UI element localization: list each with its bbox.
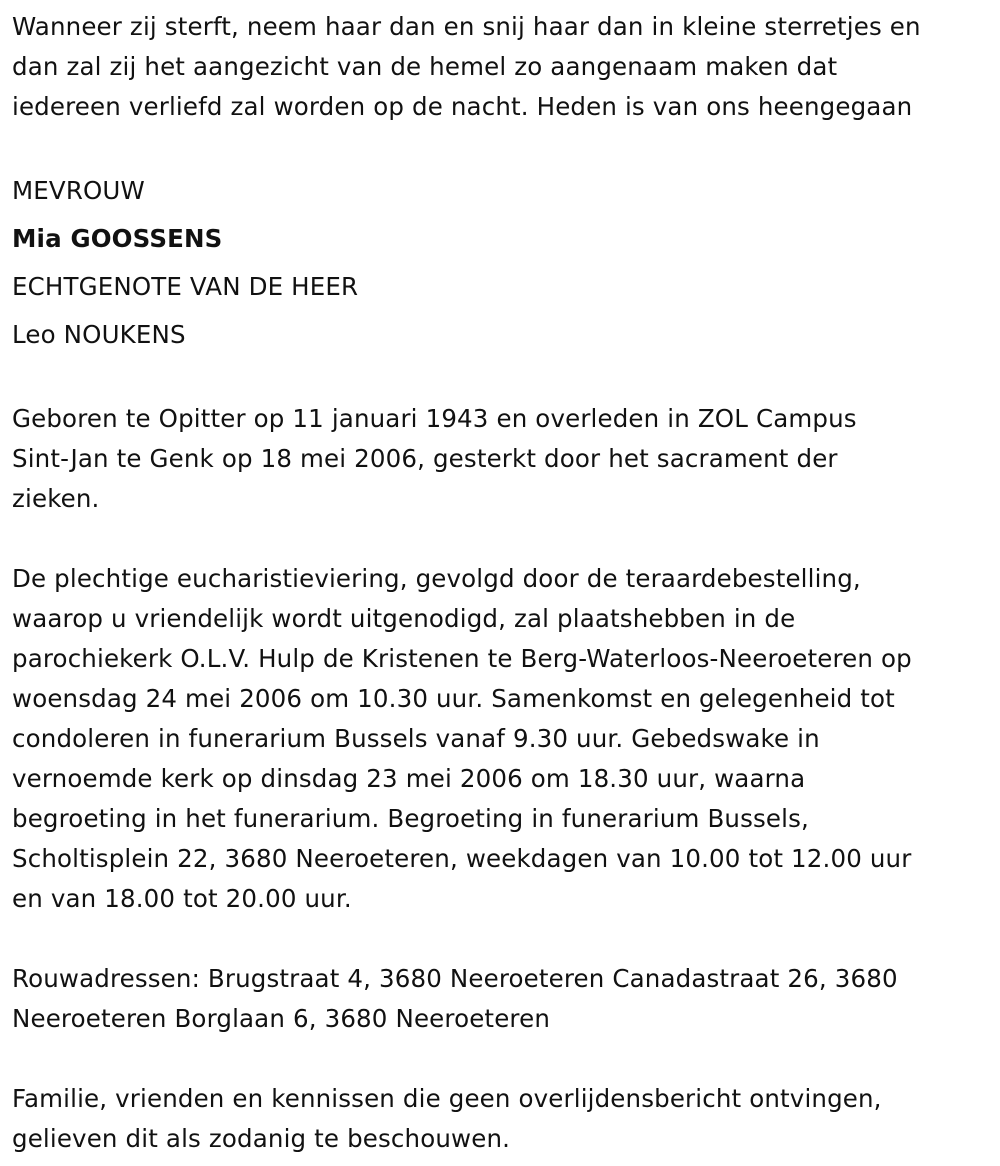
ceremony-line: begroeting in het funerarium. Begroeting in funerarium Bussels, [12,804,809,833]
address-line: Neeroeteren Borglaan 6, 3680 Neeroeteren [12,1004,551,1033]
birth-death-line: zieken. [12,484,100,513]
closing-paragraph [12,1079,997,1159]
paragraph-spacer [12,919,997,959]
intro-line: iedereen verliefd zal worden op de nacht. Heden is van ons heengegaan [12,92,913,121]
closing-line: Familie, vrienden en kennissen die geen overlijdensbericht ontvingen, [12,1084,882,1113]
intro-line: Wanneer zij sterft, neem haar dan en snij haar dan in kleine sterretjes en [12,12,921,41]
addresses-paragraph [12,959,997,1039]
ceremony-line: De plechtige eucharistieviering, gevolgd door de teraardebestelling, [12,564,861,593]
intro-line: dan zal zij het aangezicht van de hemel zo aangenaam maken dat [12,52,838,81]
deceased-block [12,167,997,359]
address-line: Rouwadressen: Brugstraat 4, 3680 Neeroeteren Canadastraat 26, 3680 [12,964,898,993]
paragraph-spacer [12,127,997,167]
spouse-name: Leo NOUKENS [12,320,186,349]
ceremony-line: vernoemde kerk op dinsdag 23 mei 2006 om 18.30 uur, waarna [12,764,806,793]
ceremony-line: condoleren in funerarium Bussels vanaf 9.30 uur. Gebedswake in [12,724,820,753]
ceremony-line: en van 18.00 tot 20.00 uur. [12,884,352,913]
birth-death-line: Sint-Jan te Genk op 18 mei 2006, gesterkt door het sacrament der [12,444,838,473]
closing-line: gelieven dit als zodanig te beschouwen. [12,1124,511,1153]
paragraph-spacer [12,519,997,559]
deceased-name: Mia GOOSSENS [12,224,223,253]
death-notice [12,7,997,1159]
paragraph-spacer [12,1039,997,1079]
paragraph-spacer [12,359,997,399]
ceremony-line: woensdag 24 mei 2006 om 10.30 uur. Samenkomst en gelegenheid tot [12,684,895,713]
birth-death-paragraph [12,399,997,519]
birth-death-line: Geboren te Opitter op 11 januari 1943 en overleden in ZOL Campus [12,404,857,433]
ceremony-line: waarop u vriendelijk wordt uitgenodigd, zal plaatshebben in de [12,604,796,633]
honorific: MEVROUW [12,176,145,205]
relation: ECHTGENOTE VAN DE HEER [12,272,359,301]
intro-paragraph [12,7,997,127]
ceremony-line: parochiekerk O.L.V. Hulp de Kristenen te Berg-Waterloos-Neeroeteren op [12,644,912,673]
ceremony-line: Scholtisplein 22, 3680 Neeroeteren, weekdagen van 10.00 tot 12.00 uur [12,844,912,873]
ceremony-paragraph [12,559,997,919]
